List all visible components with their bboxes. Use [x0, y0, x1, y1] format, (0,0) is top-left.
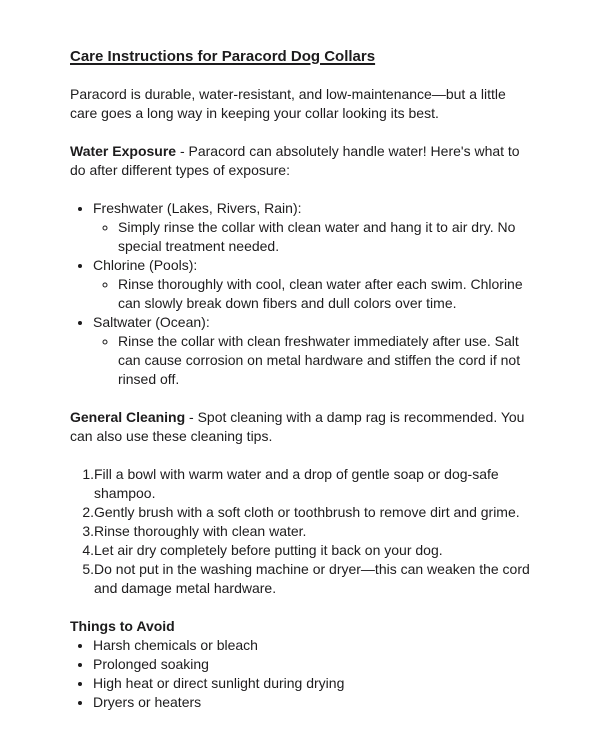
intro-paragraph: Paracord is durable, water-resistant, and low-maintenance—but a little care goes a long way in keeping your collar looking its best.: [70, 86, 506, 121]
cleaning-step: 5. Do not put in the washing machine or dryer—this can weaken the cord and damage metal hardware.: [94, 560, 532, 598]
sublist-chlorine: [93, 275, 532, 313]
avoid-item: • Dryers or heaters: [93, 693, 532, 712]
cleaning-step: 3. Rinse thoroughly with clean water.: [94, 522, 532, 541]
water-exposure-heading: Water Exposure: [70, 143, 177, 159]
things-to-avoid-heading-text: Things to Avoid: [70, 618, 175, 634]
water-exposure-paragraph: [70, 142, 532, 180]
cleaning-step: 4. Let air dry completely before putting it back on your dog.: [94, 541, 532, 560]
list-item-label: Saltwater (Ocean):: [93, 314, 210, 330]
avoid-item: • Prolonged soaking: [93, 655, 532, 674]
general-cleaning-paragraph: [70, 408, 532, 446]
document-title: Care Instructions for Paracord Dog Collars: [70, 48, 376, 65]
water-exposure-text: - Paracord can absolutely handle water! Here's what to do after different types of exposure:: [70, 143, 520, 178]
list-item-saltwater: [93, 313, 532, 389]
sublist-item: ◦ Simply rinse the collar with clean water and hang it to air dry. No special treatment needed.: [118, 218, 532, 256]
sublist-saltwater: [93, 332, 532, 389]
cleaning-steps-list: [70, 465, 532, 598]
sublist-item: ◦ Rinse the collar with clean freshwater immediately after use. Salt can cause corrosion on metal hardware and stiffen the cord if not rinsed off.: [118, 332, 532, 389]
general-cleaning-text: - Spot cleaning with a damp rag is recommended. You can also use these cleaning tips.: [70, 409, 525, 444]
things-to-avoid-heading: [70, 617, 532, 636]
avoid-item: • High heat or direct sunlight during drying: [93, 674, 532, 693]
avoid-item: • Harsh chemicals or bleach: [93, 636, 532, 655]
cleaning-step: 1. Fill a bowl with warm water and a drop of gentle soap or dog-safe shampoo.: [94, 465, 532, 503]
list-item-label: Freshwater (Lakes, Rivers, Rain):: [93, 200, 302, 216]
water-exposure-list: [70, 199, 532, 389]
sublist-item: ◦ Rinse thoroughly with cool, clean water after each swim. Chlorine can slowly break down fibers and dull colors over time.: [118, 275, 532, 313]
list-item-chlorine: [93, 256, 532, 313]
cleaning-step: 2. Gently brush with a soft cloth or toothbrush to remove dirt and grime.: [94, 503, 532, 522]
list-item-label: Chlorine (Pools):: [93, 257, 198, 273]
sublist-freshwater: [93, 218, 532, 256]
general-cleaning-heading: General Cleaning: [70, 409, 186, 425]
things-to-avoid-list: [70, 636, 532, 712]
list-item-freshwater: [93, 199, 532, 256]
